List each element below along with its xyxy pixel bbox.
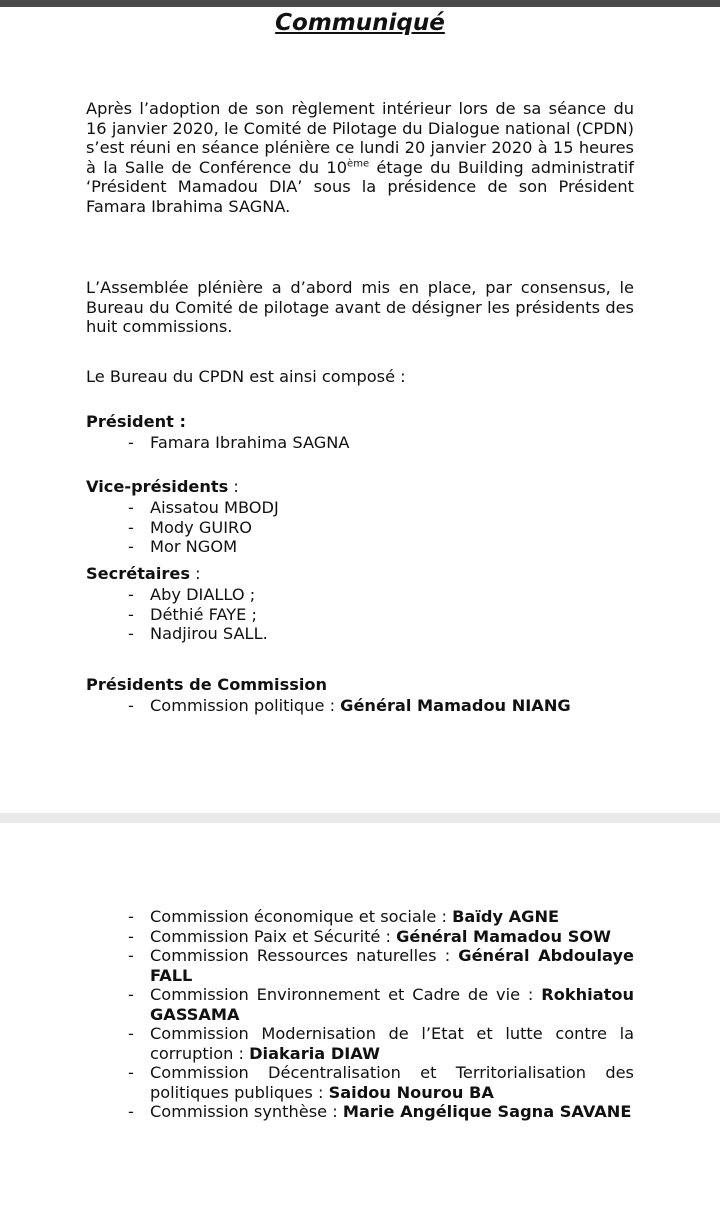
top-bar <box>0 0 720 7</box>
intro-paragraph-3: Le Bureau du CPDN est ainsi composé : <box>86 367 406 386</box>
list-item: - Commission politique : Général Mamadou NIANG <box>128 696 571 715</box>
document-page-1 <box>0 7 720 813</box>
list-item: - Commission économique et sociale : Baïdy AGNE <box>128 907 560 926</box>
commission-list-page-2 <box>128 907 634 1122</box>
list-item: - Commission synthèse : Marie Angélique Sagna SAVANE <box>128 1102 632 1121</box>
vice-presidents-label: Vice-présidents : <box>86 477 239 496</box>
intro-paragraph-2: L’Assemblée plénière a d’abord mis en place, par consensus, le Bureau du Comité de pilotage avant de désigner les présidents des huit commissions. <box>86 278 634 336</box>
list-item: - Commission Paix et Sécurité : Général Mamadou SOW <box>128 926 611 946</box>
list-item: - Commission Décentralisation et Territorialisation des politiques publiques : Saidou Nourou BA <box>128 1063 634 1102</box>
secretaires-label: Secrétaires : <box>86 564 201 583</box>
list-item: - Déthié FAYE ; <box>128 604 257 624</box>
page-separator <box>0 813 720 823</box>
list-item: - Aby DIALLO ; <box>128 585 256 604</box>
list-item: - Commission Ressources naturelles : Général Abdoulaye FALL <box>128 946 634 985</box>
list-item: - Commission Modernisation de l’Etat et lutte contre la corruption : Diakaria DIAW <box>128 1024 634 1063</box>
list-item: - Commission Environnement et Cadre de vie : Rokhiatou GASSAMA <box>128 985 634 1024</box>
president-list <box>128 433 634 453</box>
list-item: - Mody GUIRO <box>128 517 253 537</box>
secretaires-list <box>128 585 634 644</box>
page-title: Communiqué <box>275 10 445 36</box>
commission-list-page-1 <box>128 696 634 716</box>
commission-presidents-label: Présidents de Commission <box>86 675 328 694</box>
list-item: - Mor NGOM <box>128 537 238 556</box>
document-page-2 <box>0 823 720 1206</box>
list-item: - Aissatou MBODJ <box>128 498 279 517</box>
intro-paragraph-1: Après l’adoption de son règlement intérieur lors de sa séance du 16 janvier 2020, le Comité de Pilotage du Dialogue national (CPDN) s’est réuni en séance plénière ce lundi 20 janvier 2020 à 15 heures à la Salle de Conférence du 10ème étage du Building administratif ‘Président Mamadou DIA’ sous la présidence de son Président Famara Ibrahima SAGNA. <box>86 99 634 216</box>
list-item: - Nadjirou SALL. <box>128 624 268 643</box>
president-label: Président : <box>86 412 186 431</box>
vice-presidents-list <box>128 498 634 557</box>
list-item: - Famara Ibrahima SAGNA <box>128 433 350 452</box>
